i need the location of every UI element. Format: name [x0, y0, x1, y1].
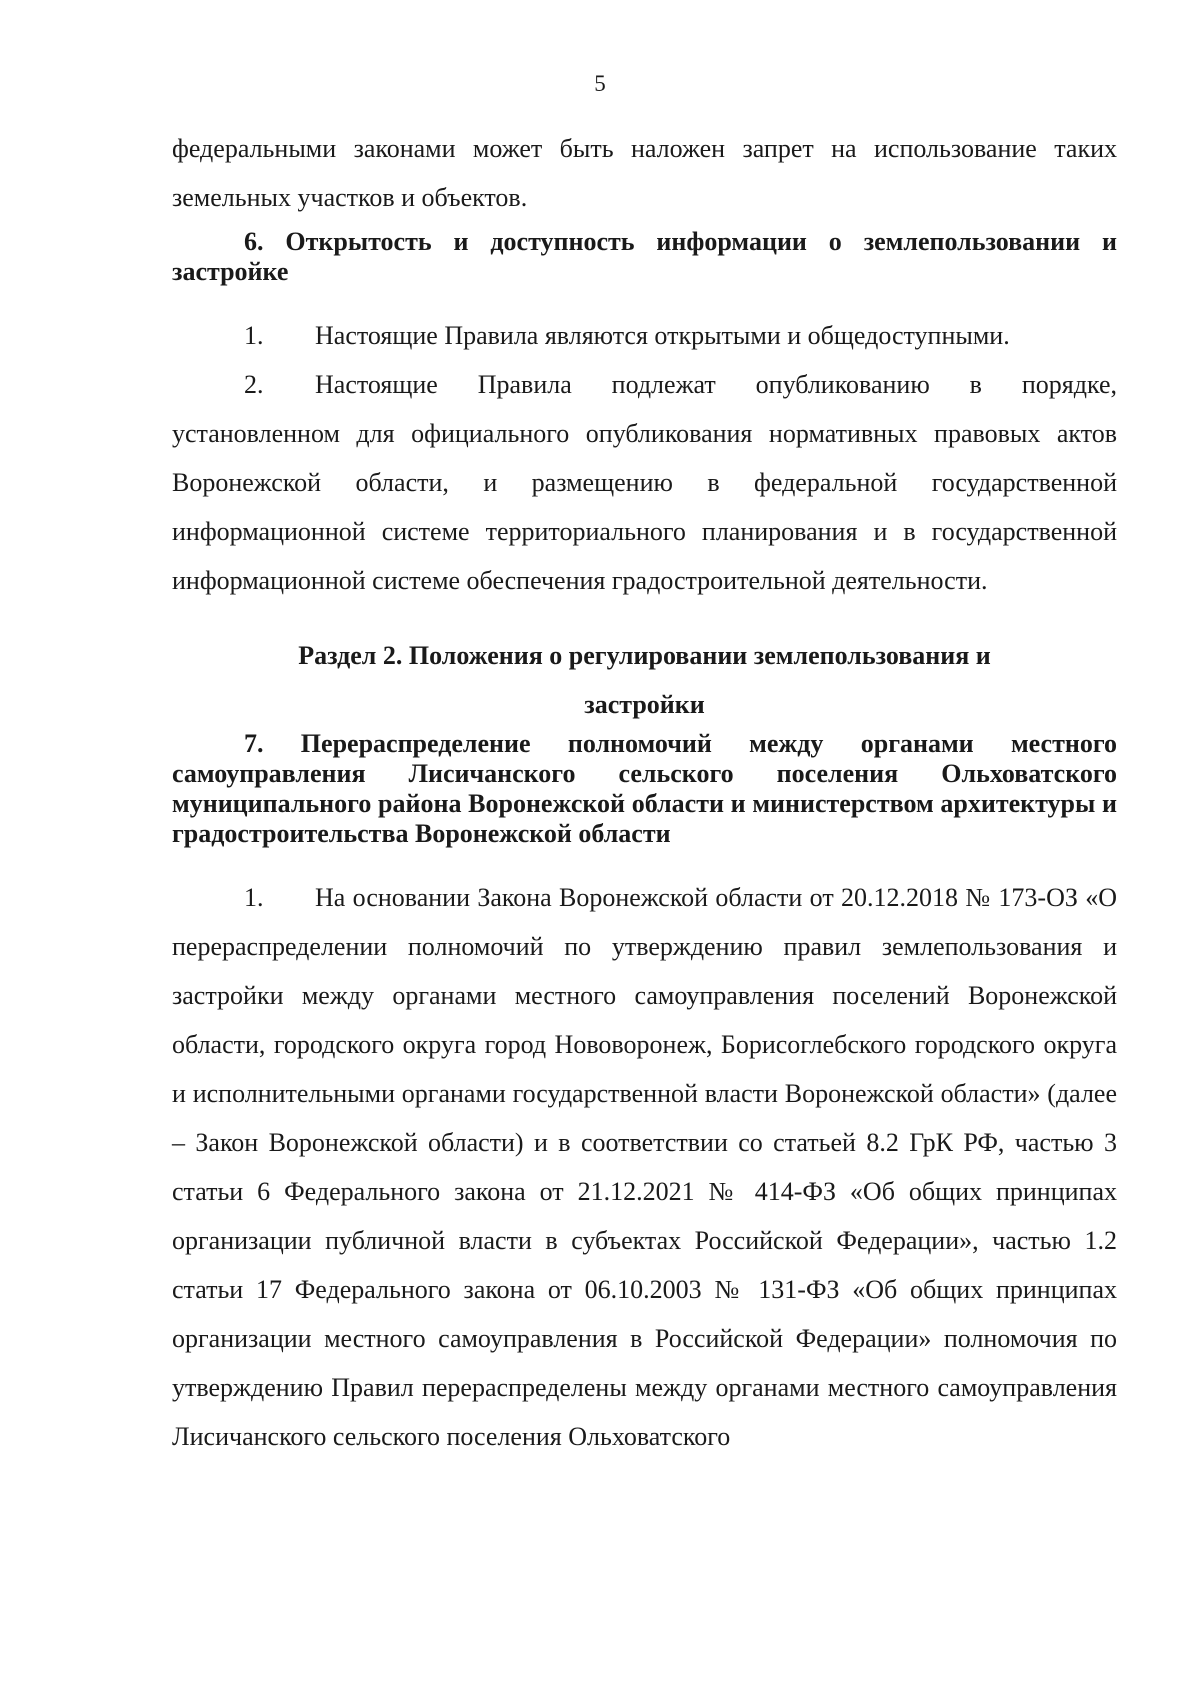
section-2-title-line-1: Раздел 2. Положения о регулировании землепользования и: [298, 641, 991, 670]
item-number: 2.: [244, 370, 264, 399]
page-content: [172, 124, 1117, 1461]
article-6-item-2: [172, 360, 1117, 605]
item-text: На основании Закона Воронежской области от 20.12.2018 № 173-ОЗ «О перераспределении полномочий по утверждению правил землепользования и застройки между органами местного самоуправления поселений Воронежской области, городского округа город Нововоронеж, Борисоглебского городского округа и исполнительными органами государственной власти Воронежской области» (далее – Закон Воронежской области) и в соответствии со статьей 8.2 ГрК РФ, частью 3 статьи 6 Федерального закона от 21.12.2021 № 414-ФЗ «Об общих принципах организации публичной власти в субъектах Российской Федерации», частью 1.2 статьи 17 Федерального закона от 06.10.2003 № 131-ФЗ «Об общих принципах организации местного самоуправления в Российской Федерации» полномочия по утверждению Правил перераспределены между органами местного самоуправления Лисичанского сельского поселения Ольховатского: [172, 883, 1117, 1451]
continuation-paragraph: федеральными законами может быть наложен запрет на использование таких земельных участков и объектов.: [172, 134, 1117, 212]
article-6-heading: 6. Открытость и доступность информации о землепользовании и застройке: [172, 227, 1117, 286]
section-2-title-line-2: застройки: [584, 690, 705, 719]
page-number: 5: [594, 71, 606, 96]
article-6-item-1: [172, 311, 1117, 360]
item-text: Настоящие Правила подлежат опубликованию в порядке, установленном для официального опубликования нормативных правовых актов Воронежской области, и размещению в федеральной государственной информационной системе территориального планирования и в государственной информационной системе обеспечения градостроительной деятельности.: [172, 370, 1117, 595]
item-number: 1.: [244, 883, 264, 912]
article-7-heading: 7. Перераспределение полномочий между органами местного самоуправления Лисичанского сельского поселения Ольховатского муниципального района Воронежской области и министерством архитектуры и градостроительства Воронежской области: [172, 729, 1117, 848]
item-number: 1.: [244, 321, 264, 350]
item-text: Настоящие Правила являются открытыми и общедоступными.: [315, 321, 1010, 350]
article-7-item-1: [172, 873, 1117, 1461]
